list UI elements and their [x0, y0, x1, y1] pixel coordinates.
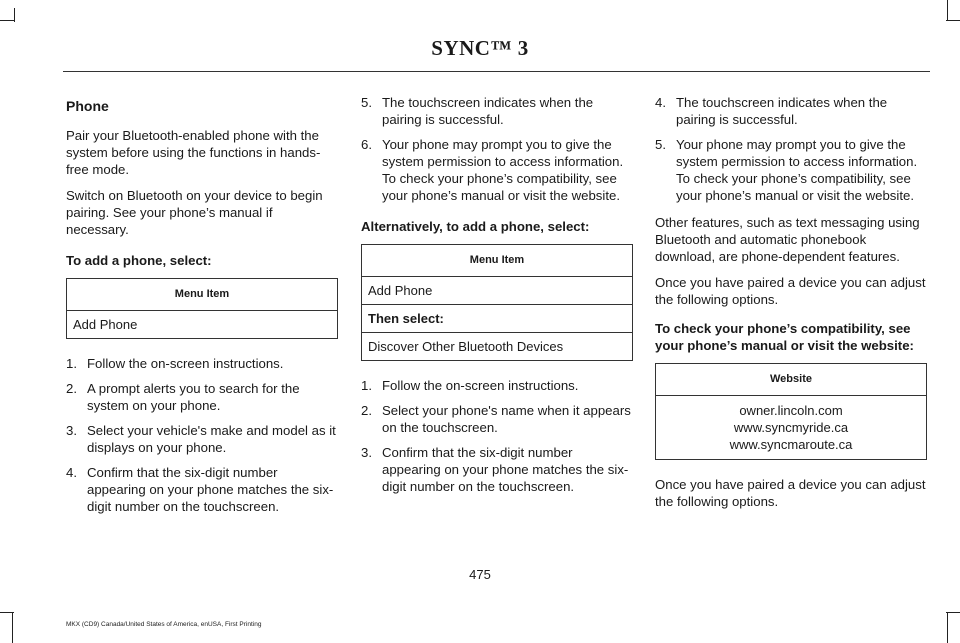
table-cell: Discover Other Bluetooth Devices — [362, 333, 633, 361]
list-item: 5. Your phone may prompt you to give the system permission to access information. To check your phone’s compatibility, see your phone’s manual or visit the website. — [655, 137, 918, 203]
crop-mark-top-right-h — [946, 20, 960, 21]
website-link[interactable]: www.syncmyride.ca — [733, 420, 849, 435]
table-cell-bold: Then select: — [362, 305, 633, 333]
list-item: 1. Follow the on-screen instructions. — [361, 378, 579, 393]
crop-mark-bottom-left-h — [0, 612, 14, 613]
list-item: 3. Confirm that the six-digit number appearing on your phone matches the six-digit number on the touchscreen. — [361, 445, 629, 494]
website-link[interactable]: owner.lincoln.com — [739, 403, 843, 418]
menu-table — [66, 278, 338, 339]
steps-list — [361, 377, 633, 495]
section-heading: Phone — [66, 98, 109, 114]
column-3 — [655, 94, 927, 519]
list-item: 2. A prompt alerts you to search for the system on your phone. — [66, 381, 300, 413]
table-cell: Add Phone — [67, 311, 338, 339]
paragraph: Once you have paired a device you can adjust the following options. — [655, 477, 926, 509]
table-header: Menu Item — [67, 279, 338, 311]
footer-text: MKX (CD9) Canada/United States of America, enUSA, First Printing — [66, 621, 262, 628]
paragraph: Pair your Bluetooth-enabled phone with the system before using the functions in hands-free mode. — [66, 128, 321, 177]
paragraph-bold: To add a phone, select: — [66, 253, 212, 268]
list-item: 1. Follow the on-screen instructions. — [66, 356, 284, 371]
list-item: 5. The touchscreen indicates when the pairing is successful. — [361, 95, 594, 127]
menu-table — [361, 244, 633, 361]
website-link[interactable]: www.syncmaroute.ca — [729, 437, 853, 452]
header-divider — [63, 71, 930, 72]
paragraph: Other features, such as text messaging using Bluetooth and automatic phonebook download, are phone-dependent features. — [655, 215, 920, 264]
crop-mark-bottom-right-h — [946, 612, 960, 613]
page-header-title: SYNC™ 3 — [431, 36, 529, 60]
table-cell: Add Phone — [362, 277, 633, 305]
list-item: 3. Select your vehicle's make and model as it displays on your phone. — [66, 423, 336, 455]
steps-list — [361, 94, 633, 204]
crop-mark-top-left-h — [0, 20, 14, 21]
paragraph-bold: To check your phone’s compatibility, see your phone’s manual or visit the website: — [655, 321, 914, 353]
column-2 — [361, 94, 633, 505]
crop-mark-bottom-left — [12, 613, 13, 643]
crop-mark-top-right — [947, 0, 948, 20]
column-1 — [66, 94, 338, 525]
steps-list — [655, 94, 927, 204]
steps-list — [66, 355, 338, 515]
paragraph: Switch on Bluetooth on your device to begin pairing. See your phone’s manual if necessary. — [66, 188, 323, 237]
page-number: 475 — [469, 567, 491, 582]
list-item: 4. Confirm that the six-digit number appearing on your phone matches the six-digit number on the touchscreen. — [66, 465, 334, 514]
paragraph: Once you have paired a device you can adjust the following options. — [655, 275, 926, 307]
table-header: Menu Item — [362, 245, 633, 277]
table-header: Website — [656, 364, 927, 396]
paragraph-bold: Alternatively, to add a phone, select: — [361, 219, 590, 234]
list-item: 2. Select your phone's name when it appears on the touchscreen. — [361, 403, 631, 435]
list-item: 6. Your phone may prompt you to give the system permission to access information. To check your phone’s compatibility, see your phone’s manual or visit the website. — [361, 137, 624, 203]
crop-mark-bottom-right — [947, 613, 948, 643]
website-table — [655, 363, 927, 460]
list-item: 4. The touchscreen indicates when the pairing is successful. — [655, 95, 888, 127]
table-cell-urls — [656, 396, 927, 460]
